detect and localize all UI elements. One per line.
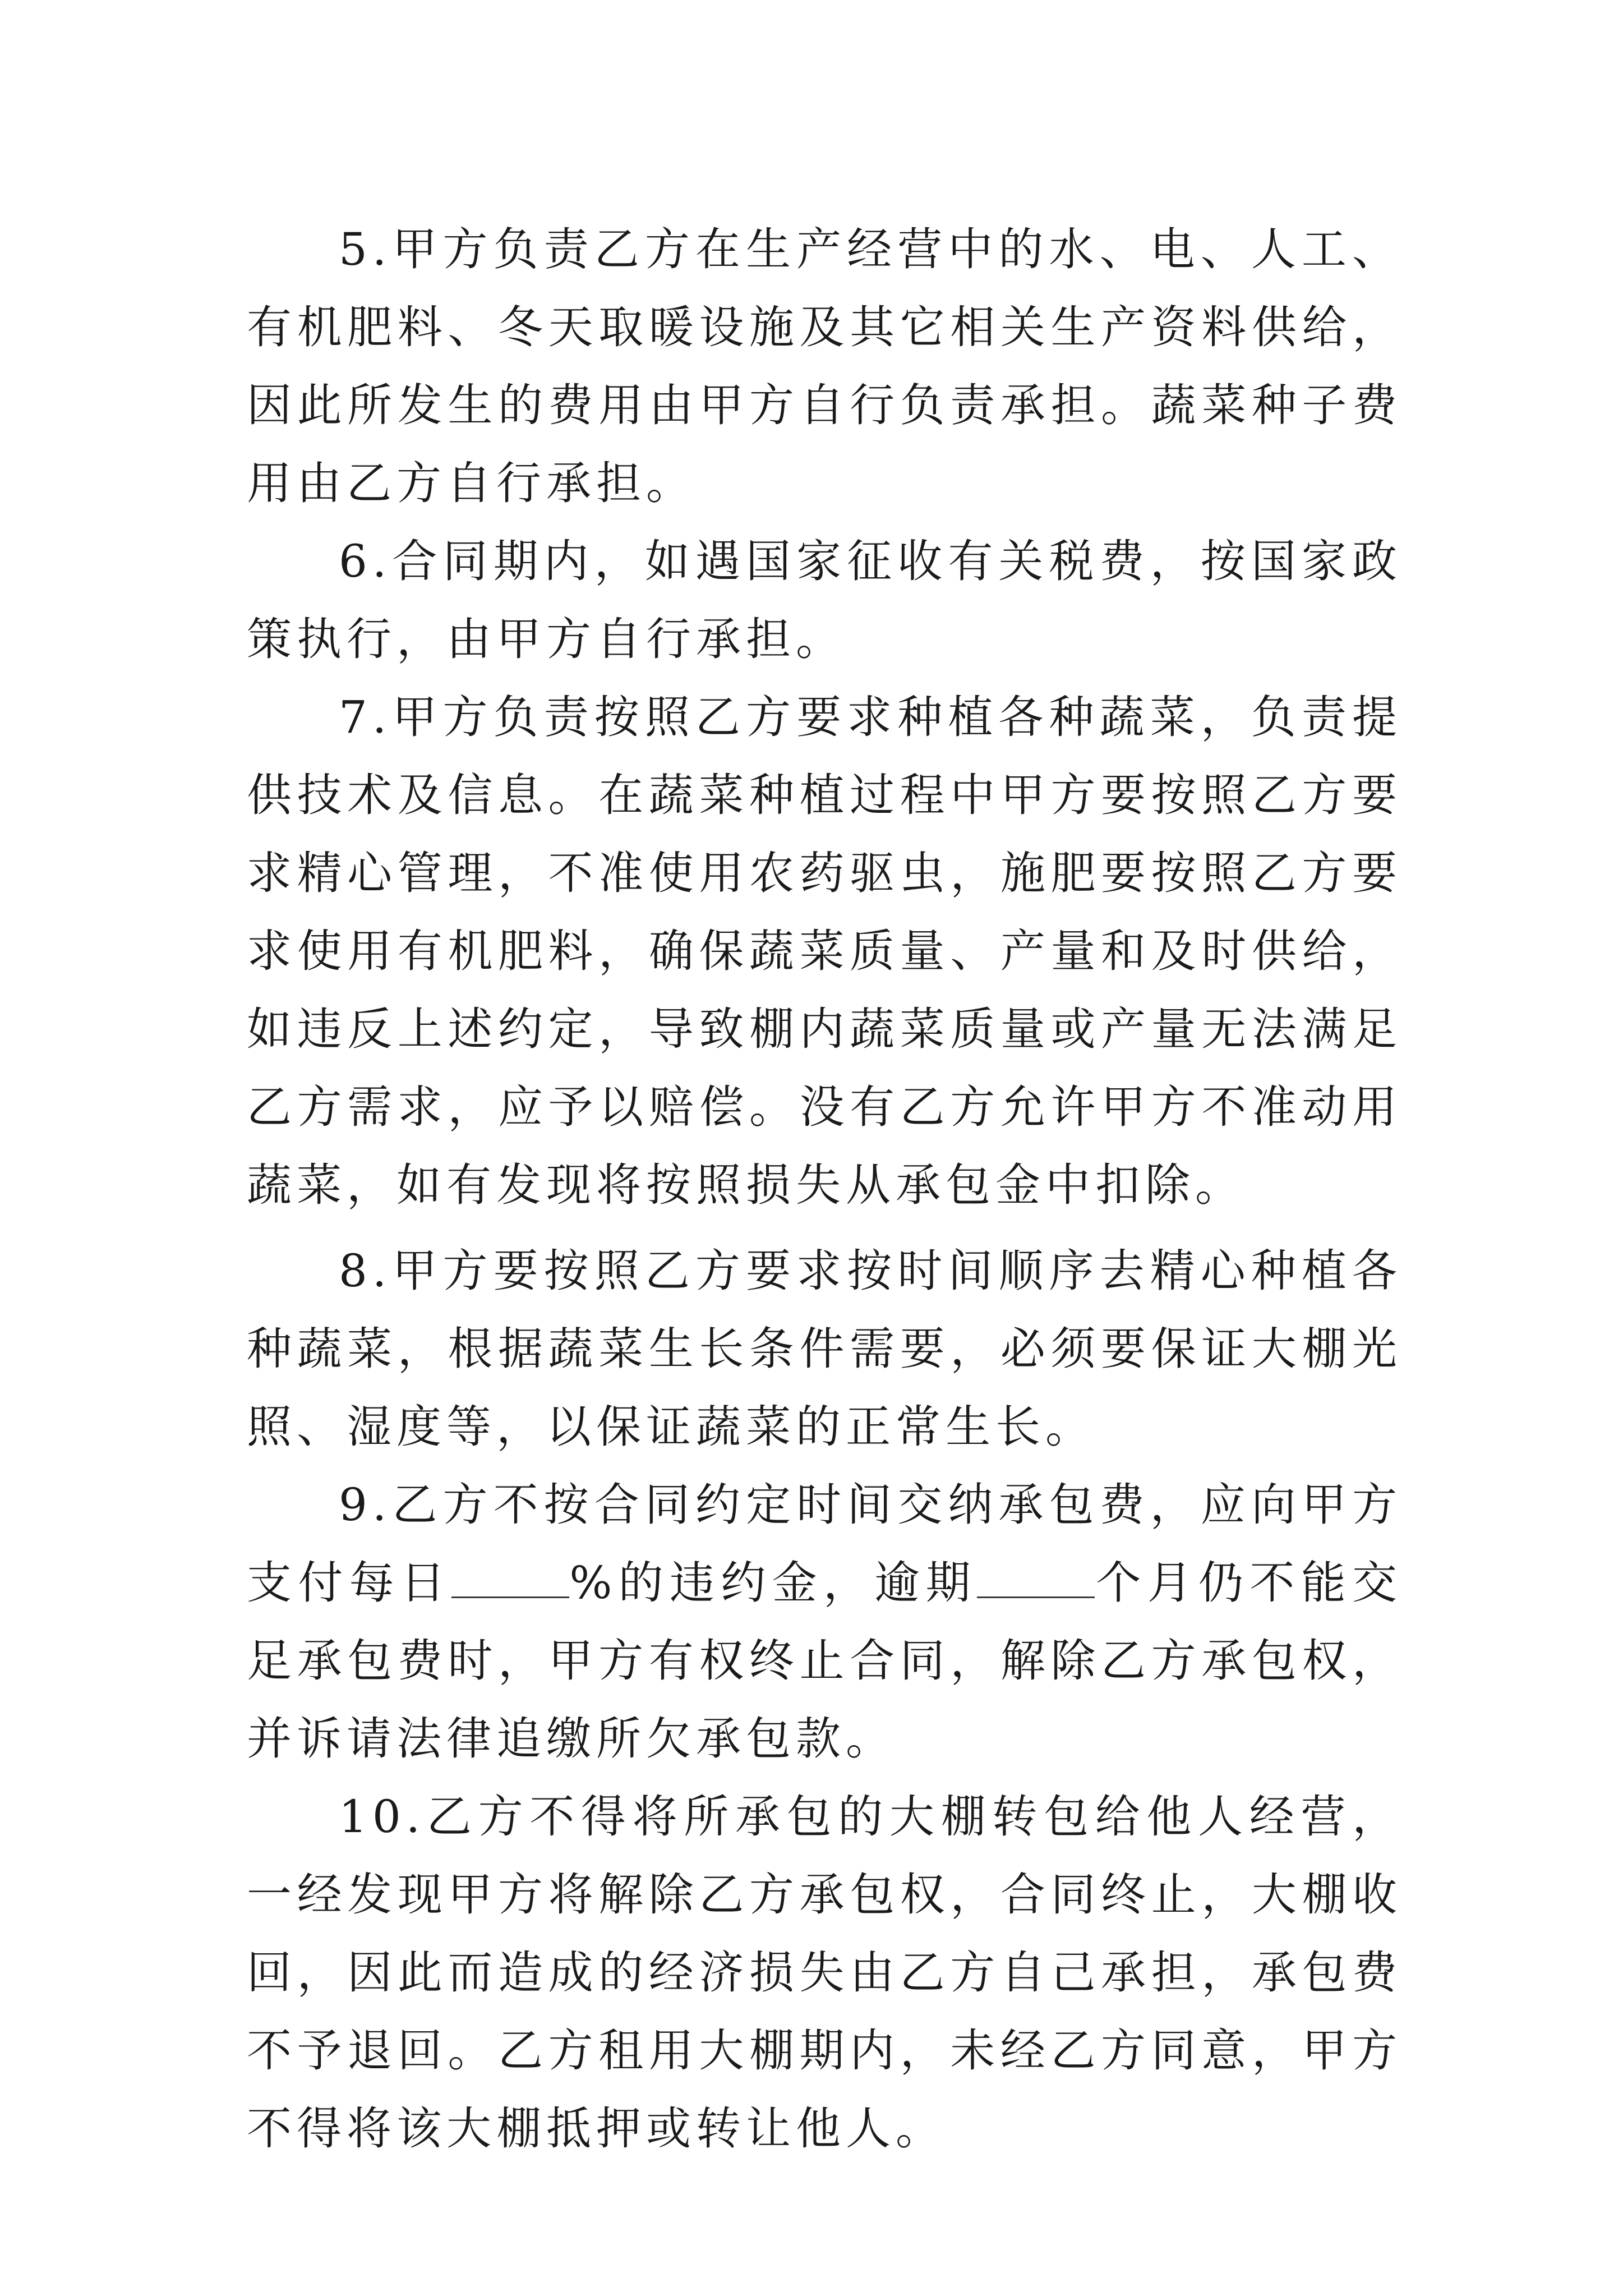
clause-8: 8.甲方要按照乙方要求按时间顺序去精心种植各种蔬菜，根据蔬菜生长条件需要，必须要保证大棚光照、湿度等，以保证蔬菜的正常生长。 [247, 1245, 1402, 1453]
contract-body [247, 210, 1402, 2168]
overdue-months-blank [977, 1557, 1095, 1598]
penalty-rate-blank [451, 1557, 569, 1598]
clause-9-text-2: %的违约金，逾期 [569, 1557, 978, 1609]
clause-6: 6.合同期内，如遇国家征收有关税费，按国家政策执行，由甲方自行承担。 [247, 535, 1402, 665]
clause-10: 10.乙方不得将所承包的大棚转包给他人经营，一经发现甲方将解除乙方承包权，合同终止，大棚收回，因此而造成的经济损失由乙方自己承担，承包费不予退回。乙方租用大棚期内，未经乙方同意，甲方不得将该大棚抵押或转让他人。 [247, 1791, 1402, 2155]
clause-5: 5.甲方负责乙方在生产经营中的水、电、人工、有机肥料、冬天取暖设施及其它相关生产资料供给，因此所发生的费用由甲方自行负责承担。蔬菜种子费用由乙方自行承担。 [247, 223, 1402, 509]
clause-7: 7.甲方负责按照乙方要求种植各种蔬菜，负责提供技术及信息。在蔬菜种植过程中甲方要按照乙方要求精心管理，不准使用农药驱虫，施肥要按照乙方要求使用有机肥料，确保蔬菜质量、产量和及时供给，如违反上述约定，导致棚内蔬菜质量或产量无法满足乙方需求，应予以赔偿。没有乙方允许甲方不准动用蔬菜，如有发现将按照损失从承包金中扣除。 [247, 691, 1402, 1211]
clause-9-text-1: 9.乙方不按合同约定时间交纳承包费，应向甲方支付每日 [247, 1479, 1402, 1609]
clause-9-text-3: 个月仍不能交足承包费时，甲方有权终止合同，解除乙方承包权，并诉请法律追缴所欠承包款。 [247, 1557, 1403, 1765]
clause-9 [247, 1466, 1402, 1778]
